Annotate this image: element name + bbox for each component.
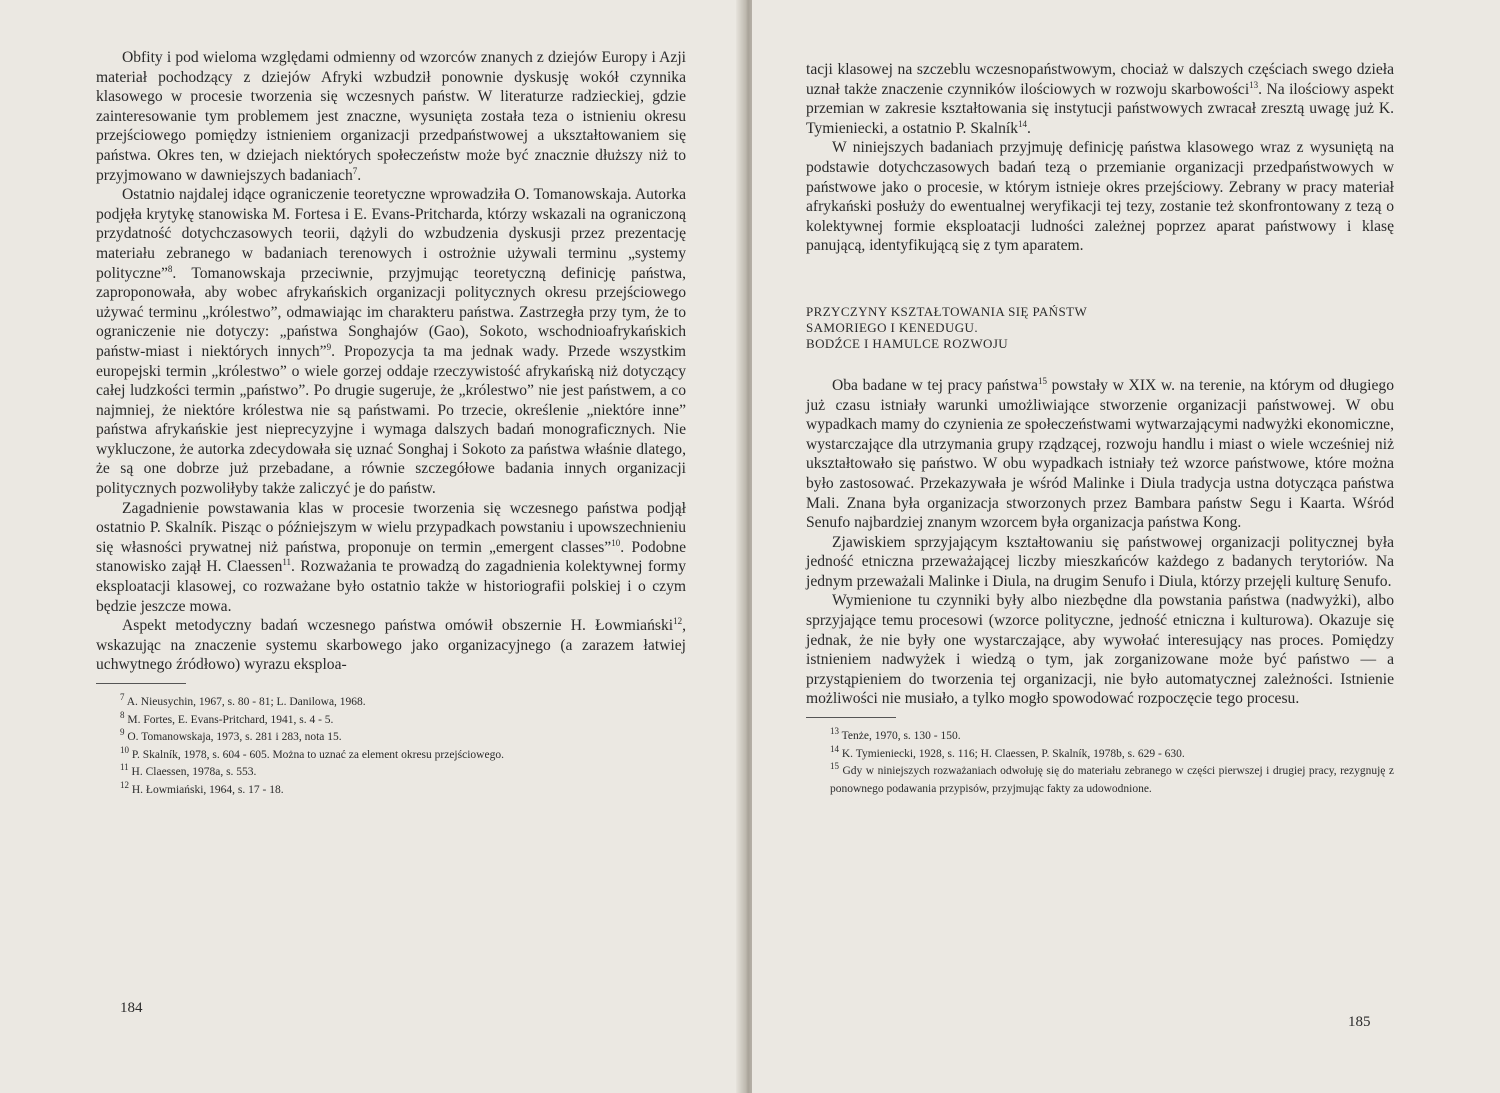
- footnote: $^{12}$ H. Łowmiański, 1964, s. 17 - 18.: [120, 779, 284, 796]
- footnote-ref: 11: [282, 557, 292, 568]
- left-page-body: [96, 48, 686, 799]
- paragraph: Oba badane w tej pracy państwa$^{15}$ powstały w XIX w. na terenie, na którym od długiego już czasu istniały warunki umożliwiające stworzenie organizacji państwowej. W obu wypadkach mamy do czynienia ze społeczeństwami wytwarzającymi nadwyżki ekonomiczne, wystarczające dla utrzymania grupy rządzącej, rozwoju handlu i miast o wiele wcześniej niż ukształtowało się państwo. W obu wypadkach istniały też wzorce państwowe, które można było zastosować. Przekazywała je wśród Malinke i Diula tradycja ustna dotycząca państwa Mali. Znana była organizacja stworzonych przez Bambara państw Segu i Kaarta. Wśród Senufo najbardziej znanym wzorcem była organizacja państwa Kong.: [806, 375, 1394, 532]
- page-number: 185: [1348, 1014, 1371, 1030]
- footnote: $^{13}$ Tenże, 1970, s. 130 - 150.: [830, 726, 961, 743]
- page-number: 184: [120, 1000, 143, 1016]
- footnote: $^8$ M. Fortes, E. Evans-Pritchard, 1941, s. 4 - 5.: [120, 709, 334, 726]
- footnote-ref: 8: [167, 263, 173, 274]
- footnote-ref: 15: [1038, 375, 1048, 386]
- footnote-ref: 13: [1249, 79, 1259, 90]
- paragraph: Zagadnienie powstawania klas w procesie tworzenia się wczesnego państwa podjął ostatnio P. Skalník. Pisząc o późniejszym w wielu przypadkach powstaniu i upowszechnieniu się własności prywatnej niż państwa, proponuje on termin „emergent classes”$^{10}$. Podobne stanowisko zajął H. Claessen$^{11}$. Rozważania te prowadzą do zagadnienia kolektywnej formy eksploatacji klasowej, co rozważane było ostatnio także w historiografii polskiej i o czym będzie jeszcze mowa.: [96, 499, 686, 615]
- footnote: $^{10}$ P. Skalník, 1978, s. 604 - 605. Można to uznać za element okresu przejściowego.: [120, 744, 504, 761]
- footnote: $^7$ A. Nieusychin, 1967, s. 80 - 81; L. Danilowa, 1968.: [120, 692, 366, 708]
- section-heading: PRZYCZYNY KSZTAŁTOWANIA SIĘ PAŃSTW SAMORIEGO I KENEDUGU. BODŹCE I HAMULCE ROZWOJU: [806, 303, 1088, 351]
- paragraph: Obfity i pod wieloma względami odmienny od wzorców znanych z dziejów Europy i Azji materiał pochodzący z dziejów Afryki wzbudził ponownie dyskusję wokół czynnika klasowego w procesie tworzenia się wczesnych państw. W literaturze radzieckiej, gdzie zainteresowanie tym problemem jest znaczne, wysunięta została teza o istnieniu okresu przejściowego pomiędzy istnieniem organizacji przedpaństwowej a ukształtowaniem się państwa. Okres ten, w dziejach niektórych społeczeństw może być znacznie dłuższy niż to przyjmowano w dawniejszych badaniach$^7$.: [96, 49, 686, 184]
- left-page: [0, 0, 742, 1093]
- paragraph: Zjawiskiem sprzyjającym kształtowaniu się państwowej organizacji politycznej była jedność etniczna przeważającej liczby mieszkańców każdego z badanych terytoriów. Na jednym przeważali Malinke i Diula, na drugim Senufo i Diula, którzy przejęli kulturę Senufo.: [806, 533, 1394, 590]
- footnotes: [830, 728, 1394, 798]
- footnote: $^{15}$ Gdy w niniejszych rozważaniach odwołuję się do materiału zebranego w części pierwszej i drugiej pracy, rezygnuję z ponownego podawania przypisów, przyjmując fakty za udowodnione.: [830, 761, 1394, 795]
- right-page: [752, 0, 1500, 1093]
- paragraph: W niniejszych badaniach przyjmuję definicję państwa klasowego wraz z wysuniętą na podstawie dotychczasowych badań tezą o przemianie organizacji przedpaństwowych w państwowe jako o procesie, w którym istnieje okres przejściowy. Zebrany w pracy materiał afrykański posłuży do ewentualnej weryfikacji tej tezy, zostanie też skonfrontowany z tezą o kolektywnej formie eksploatacji ludności zależnej poprzez aparat państwowy i klasę panującą, identyfikującą się z tym aparatem.: [806, 139, 1394, 255]
- paragraph: Aspekt metodyczny badań wczesnego państwa omówił obszernie H. Łowmiański$^{12}$, wskazując na znaczenie systemu skarbowego jako organizacyjnego (a zarazem łatwiej uchwytnego źródłowo) wyrazu eksploa-: [96, 616, 686, 674]
- right-page-body: [806, 60, 1394, 798]
- footnote-ref: 7: [352, 165, 358, 176]
- footnote: $^{14}$ K. Tymieniecki, 1928, s. 116; H. Claessen, P. Skalník, 1978b, s. 629 - 630.: [830, 743, 1185, 760]
- footnote-divider: [96, 683, 186, 684]
- paragraph: tacji klasowej na szczeblu wczesnopaństwowym, chociaż w dalszych częściach swego dzieła uznał także znaczenie czynników ilościowych w rozwoju skarbowości$^{13}$. Na ilościowy aspekt przemian w zakresie kształtowania się instytucji państwowych zwracał zresztą uwagę już K. Tymieniecki, a ostatnio P. Skalník$^{14}$.: [806, 61, 1394, 137]
- footnote-ref: 12: [673, 616, 683, 627]
- footnote-ref: 10: [611, 537, 621, 548]
- footnotes: [120, 694, 686, 799]
- footnote: $^9$ O. Tomanowskaja, 1973, s. 281 i 283, nota 15.: [120, 727, 342, 743]
- footnote-divider: [806, 717, 896, 718]
- footnote: $^{11}$ H. Claessen, 1978a, s. 553.: [120, 762, 257, 778]
- footnote-ref: 14: [1018, 118, 1027, 129]
- paragraph: Wymienione tu czynniki były albo niezbędne dla powstania państwa (nadwyżki), albo sprzyjające temu procesowi (wzorce polityczne, jedność etniczna i kulturowa). Okazuje się jednak, że nie były one wystarczające, aby wywołać interesujący nas proces. Pomiędzy istnieniem nadwyżek i wiedzą o tym, jak zorganizowane może być państwo — a przystąpieniem do tworzenia tej organizacji, nie było automatycznej zależności. Istnienie możliwości nie musiało, a tylko mogło spowodować rozpoczęcie tego procesu.: [806, 592, 1394, 708]
- paragraph: Ostatnio najdalej idące ograniczenie teoretyczne wprowadziła O. Tomanowskaja. Autorka podjęła krytykę stanowiska M. Fortesa i E. Evans-Pritcharda, którzy wskazali na ograniczoną przydatność dotychczasowych teorii, dążyli do wzbudzenia dyskusji przez prezentację materiału zebranego w badaniach terenowych i ostrożnie używali terminu „systemy polityczne”$^8$. Tomanowskaja przeciwnie, przyjmując teoretyczną definicję państwa, zaproponowała, aby wobec afrykańskich organizacji politycznych okresu przejściowego używać terminu „królestwo”, odmawiając im charakteru państwa. Zastrzegła przy tym, że to ograniczenie nie dotyczy: „państwa Songhajów (Gao), Sokoto, wschodnioafrykańskich państw-miast i niektórych innych”$^9$. Propozycja ta ma jednak wady. Przede wszystkim europejski termin „królestwo” o wiele gorzej oddaje rzeczywistość afrykańską niż dotyczący całej ludzkości termin „państwo”. Po drugie sugeruje, że „królestwo” nie jest państwem, a co najmniej, że niektóre królestwa nie są państwami. Po trzecie, określenie „niektóre inne” państwa afrykańskie jest nieprecyzyjne i wymaga dalszych badań monograficznych. Nie wykluczone, że autorka zdecydowała się uznać Songhaj i Sokoto za państwa właśnie dlatego, że są one dobrze już przebadane, a równie szczegółowe badania innych organizacji politycznych pozwoliłyby także zaliczyć je do państw.: [96, 186, 686, 498]
- footnote-ref: 9: [326, 341, 332, 352]
